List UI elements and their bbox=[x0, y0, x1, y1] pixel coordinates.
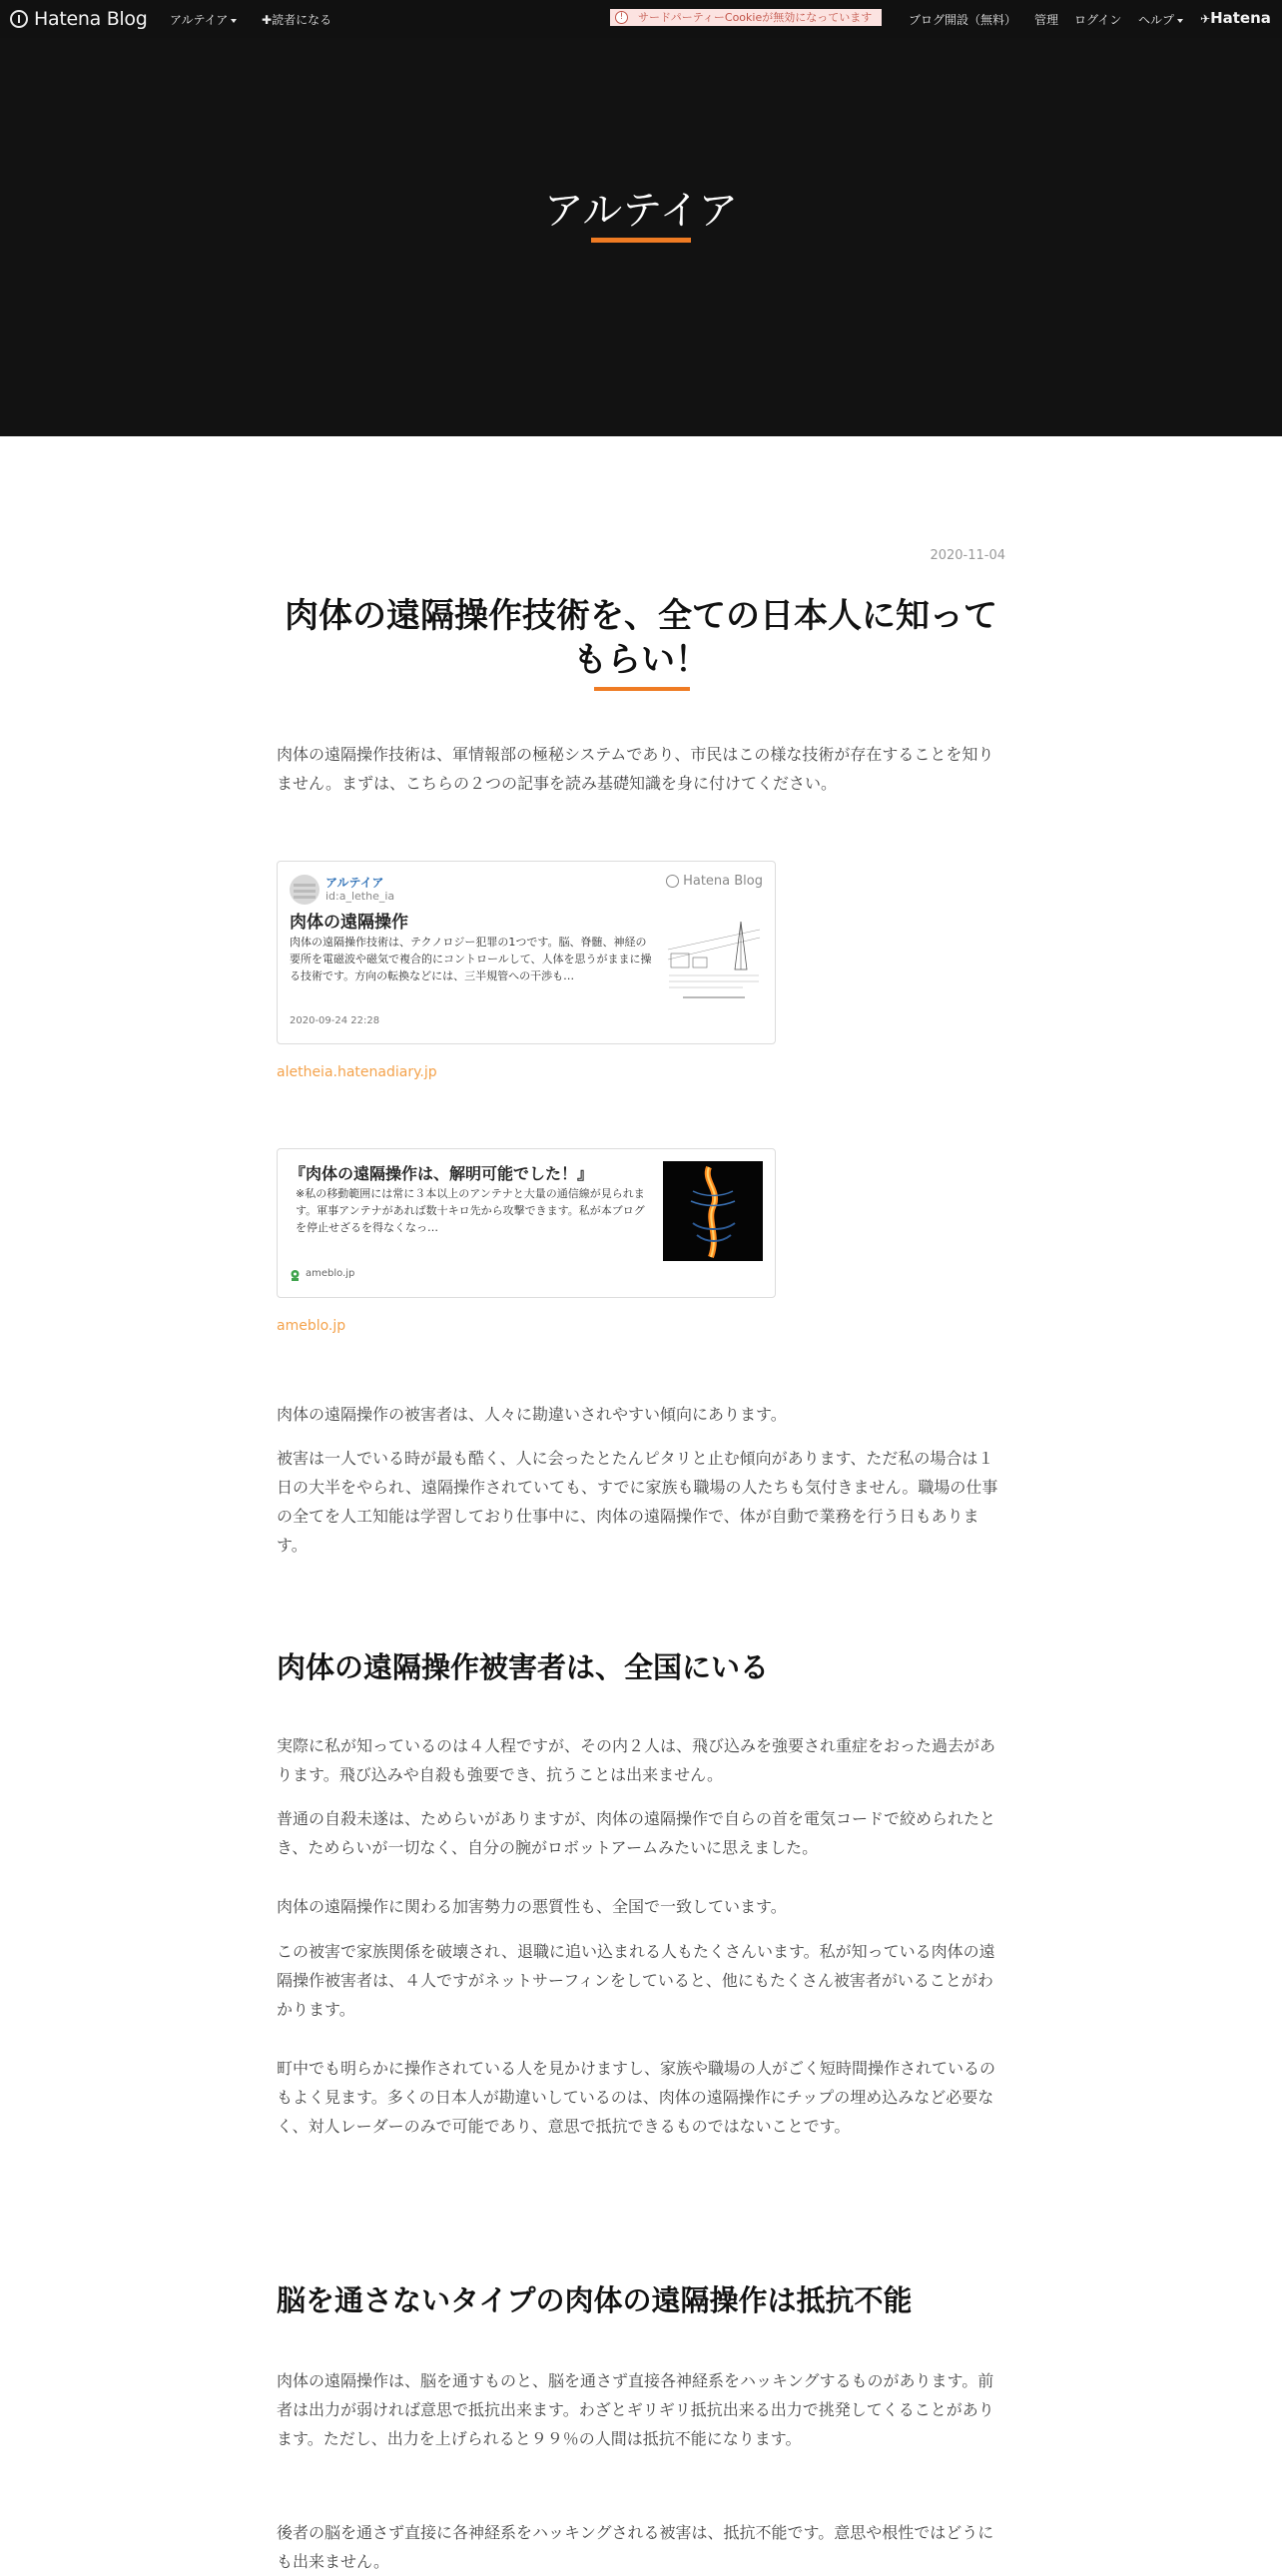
ameblo-icon bbox=[290, 1268, 301, 1281]
paragraph-5: 肉体の遠隔操作に関わる加害勢力の悪質性も、全国で一致しています。 bbox=[277, 1897, 787, 1916]
intro-paragraph: 肉体の遠隔操作技術は、軍情報部の極秘システムであり、市民はこの様な技術が存在することを知りません。まずは、こちらの２つの記事を読み基礎知識を身に付けてください。 bbox=[277, 745, 994, 793]
top-navigation-bar bbox=[0, 0, 1282, 38]
paragraph-8: 肉体の遠隔操作は、脳を通すものと、脳を通さず直接各神経系をハッキングするものがあります。前者は出力が弱ければ意思で抵抗出来ます。わざとギリギリ抵抗出来る出力で挑発してくることがあります。ただし、出力を上げられると９９％の人間は抵抗不能になります。 bbox=[277, 2371, 994, 2448]
paragraph-3: 実際に私が知っているのは４人程ですが、その内２人は、飛び込みを強要され重症をおった過去があります。飛び込みや自殺も強要でき、抗うことは出来ません。 bbox=[277, 1736, 996, 1784]
cookie-notice[interactable] bbox=[610, 9, 882, 26]
open-blog-link[interactable]: ブログ開設（無料） bbox=[909, 13, 1017, 27]
card-title[interactable]: 肉体の遠隔操作 bbox=[290, 913, 408, 933]
help-label: ヘルプ bbox=[1138, 13, 1175, 27]
hatena-blog-brand bbox=[666, 874, 763, 889]
card-author-id: id:a_lethe_ia bbox=[325, 890, 395, 903]
paragraph-2: 被害は一人でいる時が最も酷く、人に会ったとたんピタリと止む傾向があります、ただ私の場合は１日の大半をやられ、遠隔操作されていても、すでに家族も職場の人たちも気付きません。職場の仕事の全てを人工知能は学習しており仕事中に、肉体の遠隔操作で、体が自動で業務を行う日もあります。 bbox=[277, 1449, 998, 1555]
card-brand-label: Hatena Blog bbox=[683, 874, 763, 889]
paragraph-4: 普通の自殺未遂は、ためらいがありますが、肉体の遠隔操作で自らの首を電気コードで絞められたとき、ためらいが一切なく、自分の腕がロボットアームみたいに思えました。 bbox=[277, 1809, 996, 1857]
help-dropdown[interactable] bbox=[1138, 11, 1183, 28]
paragraph-1: 肉体の遠隔操作の被害者は、人々に勘違いされやすい傾向にあります。 bbox=[277, 1405, 787, 1424]
blog-title-underline bbox=[591, 238, 691, 243]
hatena-blog-icon bbox=[666, 875, 679, 888]
avatar bbox=[290, 875, 320, 905]
plus-icon: ✚ bbox=[262, 13, 273, 27]
logo-text: Hatena Blog bbox=[34, 8, 148, 30]
blog-title[interactable]: アルテイア bbox=[543, 188, 739, 234]
card1-source-link[interactable]: aletheia.hatenadiary.jp bbox=[277, 1064, 437, 1080]
hatena-logo[interactable] bbox=[1200, 9, 1271, 27]
hatena-blog-logo[interactable] bbox=[10, 8, 148, 30]
entry-title-underline bbox=[594, 687, 690, 691]
hatena-bird-icon: ✈ bbox=[1200, 12, 1211, 26]
subscribe-button[interactable] bbox=[262, 11, 331, 28]
paragraph-9: 後者の脳を通さず直接に各神経系をハッキングされる被害は、抵抗不能です。意思や根性ではどうにも出来ません。 bbox=[277, 2523, 994, 2571]
cookie-notice-text: サードパーティーCookieが無効になっています bbox=[638, 11, 873, 24]
info-icon: ! bbox=[615, 11, 628, 24]
card-author[interactable]: アルテイア bbox=[325, 876, 384, 890]
card-title[interactable]: 『肉体の遠隔操作は、解明可能でした！』 bbox=[290, 1164, 594, 1183]
chevron-down-icon bbox=[1177, 19, 1183, 23]
paragraph-6: この被害で家族関係を破壊され、退職に追い込まれる人もたくさんいます。私が知っている肉体の遠隔操作被害者は、４人ですがネットサーフィンをしていると、他にもたくさん被害者がいることがわかります。 bbox=[277, 1942, 995, 2019]
card-thumbnail-diagram bbox=[663, 910, 765, 1005]
blog-menu-dropdown[interactable] bbox=[170, 11, 237, 28]
card-description: ※私の移動範囲には常に３本以上のアンテナと大量の通信線が見られます。軍事アンテナがあれば数十キロ先から攻撃できます。私が本ブログを停止せざるを得なくなっ… bbox=[296, 1187, 645, 1234]
paragraph-7: 町中でも明らかに操作されている人を見かけますし、家族や職場の人がごく短時間操作されているのもよく見ます。多くの日本人が勘違いしているのは、肉体の遠隔操作にチップの埋め込みなど必要なく、対人レーダーのみで可能であり、意思で抵抗できるものではないことです。 bbox=[277, 2059, 996, 2136]
card-date: 2020-09-24 22:28 bbox=[290, 1015, 380, 1026]
login-link[interactable]: ログイン bbox=[1074, 13, 1122, 27]
embed-card-hatena[interactable] bbox=[277, 861, 776, 1044]
entry-title[interactable]: 肉体の遠隔操作技術を、全ての日本人に知ってもらい！ bbox=[285, 596, 997, 680]
section-heading-2: 脳を通さないタイプの肉体の遠隔操作は抵抗不能 bbox=[277, 2283, 913, 2317]
embed-card-ameblo[interactable] bbox=[277, 1148, 776, 1298]
card2-source-link[interactable]: ameblo.jp bbox=[277, 1318, 346, 1334]
card-thumbnail-spine-image bbox=[663, 1161, 763, 1261]
entry-date[interactable]: 2020-11-04 bbox=[930, 548, 1005, 563]
card-description: 肉体の遠隔操作技術は、テクノロジー犯罪の1つです。脳、脊髄、神経の要所を電磁波や磁気で複合的にコントロールして、人体を思うがままに操る技術です。方向の転換などには、三半規管への干渉も… bbox=[290, 936, 652, 982]
chevron-down-icon bbox=[231, 19, 237, 23]
card-site-name: ameblo.jp bbox=[306, 1268, 355, 1279]
blog-menu-label: アルテイア bbox=[170, 13, 229, 27]
subscribe-label: 読者になる bbox=[272, 13, 332, 27]
section-heading-1: 肉体の遠隔操作被害者は、全国にいる bbox=[277, 1650, 770, 1684]
hatena-logo-text: Hatena bbox=[1210, 9, 1271, 27]
hatena-blog-logo-icon bbox=[10, 10, 28, 28]
admin-link[interactable]: 管理 bbox=[1034, 13, 1059, 27]
blog-header bbox=[0, 38, 1282, 436]
